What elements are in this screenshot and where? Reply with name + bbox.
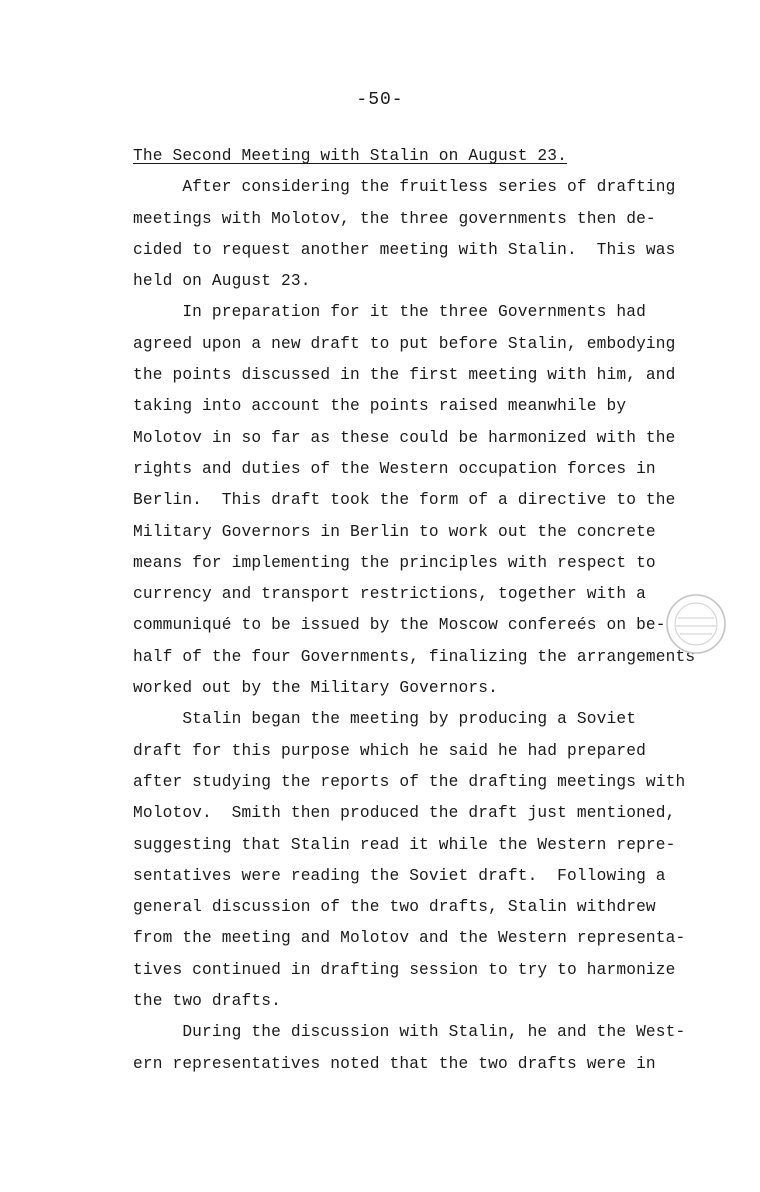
text-line: rights and duties of the Western occupation forces in bbox=[133, 459, 656, 478]
text-line: Stalin began the meeting by producing a Soviet bbox=[133, 710, 637, 729]
text-line: Military Governors in Berlin to work out the concrete bbox=[133, 522, 656, 541]
text-line: taking into account the points raised meanwhile by bbox=[133, 397, 627, 416]
text-line: After considering the fruitless series of drafting bbox=[133, 178, 676, 197]
text-line: During the discussion with Stalin, he and the West- bbox=[133, 1023, 686, 1042]
text-line: Molotov. Smith then produced the draft just mentioned, bbox=[133, 804, 676, 823]
faded-stamp-icon bbox=[664, 592, 728, 656]
text-line: sentatives were reading the Soviet draft. Following a bbox=[133, 866, 666, 885]
text-line: cided to request another meeting with Stalin. This was bbox=[133, 240, 676, 259]
text-line: ern representatives noted that the two drafts were in bbox=[133, 1054, 656, 1073]
body-text bbox=[133, 141, 696, 1080]
text-line: currency and transport restrictions, together with a bbox=[133, 585, 646, 604]
paragraphs bbox=[133, 172, 696, 1080]
text-line: Molotov in so far as these could be harmonized with the bbox=[133, 428, 676, 447]
text-line: In preparation for it the three Governments had bbox=[133, 303, 646, 322]
text-line: the points discussed in the first meeting with him, and bbox=[133, 366, 676, 385]
text-line: draft for this purpose which he said he had prepared bbox=[133, 741, 646, 760]
page-number: -50- bbox=[356, 90, 404, 110]
text-line: meetings with Molotov, the three governments then de- bbox=[133, 209, 656, 228]
text-line: held on August 23. bbox=[133, 272, 311, 291]
text-line: after studying the reports of the drafting meetings with bbox=[133, 772, 686, 791]
text-line: general discussion of the two drafts, Stalin withdrew bbox=[133, 898, 656, 917]
text-line: worked out by the Military Governors. bbox=[133, 679, 498, 698]
text-line: suggesting that Stalin read it while the Western repre- bbox=[133, 835, 676, 854]
text-line: half of the four Governments, finalizing the arrangements bbox=[133, 647, 696, 666]
text-line: from the meeting and Molotov and the Western representa- bbox=[133, 929, 686, 948]
text-line: means for implementing the principles with respect to bbox=[133, 553, 656, 572]
section-heading: The Second Meeting with Stalin on August 23. bbox=[133, 147, 568, 165]
text-line: communiqué to be issued by the Moscow confereés on be- bbox=[133, 616, 666, 635]
text-line: tives continued in drafting session to try to harmonize bbox=[133, 960, 676, 979]
text-line: the two drafts. bbox=[133, 992, 281, 1011]
text-line: agreed upon a new draft to put before Stalin, embodying bbox=[133, 334, 676, 353]
text-line: Berlin. This draft took the form of a directive to the bbox=[133, 491, 676, 510]
